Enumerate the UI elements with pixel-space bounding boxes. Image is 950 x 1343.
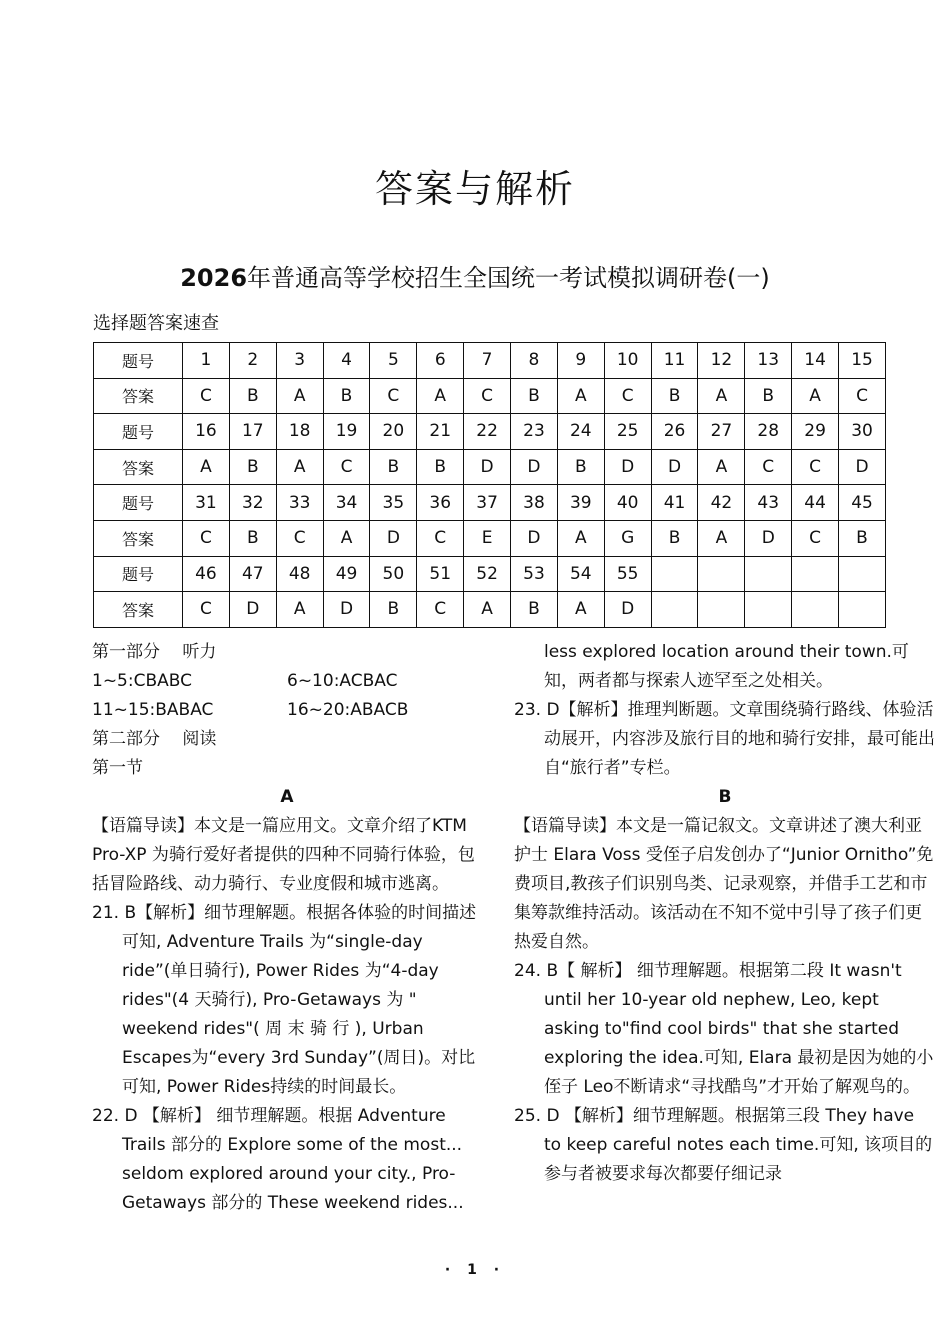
question-number-cell: 25 xyxy=(604,414,651,450)
answer-cell: C xyxy=(183,520,230,556)
answer-cell: B xyxy=(651,378,698,414)
question-number-cell: 5 xyxy=(370,343,417,379)
answer-cell: E xyxy=(464,520,511,556)
answer-cell: B xyxy=(323,378,370,414)
answer-cell: A xyxy=(323,520,370,556)
passage-b-heading: B xyxy=(718,787,732,807)
answer-cell: A xyxy=(276,449,323,485)
question-number-cell: 54 xyxy=(557,556,604,592)
question-number-cell xyxy=(651,556,698,592)
answer-22-continued: less explored location around their town.可知，两者都与探索人迹罕至之处相关。 xyxy=(544,642,909,691)
subtitle-year: 2026 xyxy=(180,264,248,292)
question-number-cell: 3 xyxy=(276,343,323,379)
answer-cell: A xyxy=(276,378,323,414)
answer-cell: B xyxy=(370,592,417,628)
answer-24-explanation: 24. B【 解析】 细节理解题。根据第二段 It wasn't until her 10-year old nephew, Leo, kept asking to"find cool birds" that she started exploring the idea.可知, Elara 最初是因为她的小侄子 Leo不断请求“寻找酷鸟”才开始了解观鸟的。 xyxy=(514,961,934,1097)
row-label-question: 题号 xyxy=(94,485,183,521)
question-number-cell: 39 xyxy=(557,485,604,521)
answer-cell: A xyxy=(557,520,604,556)
answer-cell: G xyxy=(604,520,651,556)
answer-row xyxy=(94,378,886,414)
answer-cell: B xyxy=(229,520,276,556)
answer-23-explanation: 23. D【解析】推理判断题。文章围绕骑行路线、体验活动展开，内容涉及旅行目的地和骑行安排，最可能出自“旅行者”专栏。 xyxy=(514,700,935,778)
question-number-cell: 47 xyxy=(229,556,276,592)
part1-heading: 第一部分 听力 xyxy=(92,642,217,662)
question-number-cell: 10 xyxy=(604,343,651,379)
question-number-cell: 2 xyxy=(229,343,276,379)
left-column xyxy=(92,638,482,1218)
question-number-cell: 26 xyxy=(651,414,698,450)
answer-cell: A xyxy=(557,378,604,414)
answer-cell: C xyxy=(792,449,839,485)
question-number-cell: 51 xyxy=(417,556,464,592)
answer-21-explanation: 21. B【解析】细节理解题。根据各体验的时间描述可知, Adventure Trails 为“single-day ride”(单日骑行), Power Rides 为“4-day rides"(4 天骑行), Pro-Getaways 为 " weekend rides"( 周 末 骑 行 ), Urban Escapes为“every 3rd Sunday”(周日)。对比可知, Power Rides持续的时间最长。 xyxy=(92,903,477,1097)
answer-cell: D xyxy=(839,449,886,485)
question-number-cell: 27 xyxy=(698,414,745,450)
question-number-cell: 46 xyxy=(183,556,230,592)
answer-cell xyxy=(745,592,792,628)
answer-cell: A xyxy=(698,378,745,414)
answer-cell: D xyxy=(511,449,558,485)
answer-25-explanation: 25. D 【解析】细节理解题。根据第三段 They have to keep careful notes each time.可知, 该项目的参与者被要求每次都要仔细记录 xyxy=(514,1106,933,1184)
question-number-cell: 34 xyxy=(323,485,370,521)
answer-cell: B xyxy=(557,449,604,485)
answer-cell: A xyxy=(417,378,464,414)
answer-row xyxy=(94,520,886,556)
question-number-cell: 55 xyxy=(604,556,651,592)
answer-cell xyxy=(651,592,698,628)
question-number-cell: 41 xyxy=(651,485,698,521)
row-label-answer: 答案 xyxy=(94,592,183,628)
question-number-cell: 9 xyxy=(557,343,604,379)
answer-cell: D xyxy=(464,449,511,485)
answer-cell: B xyxy=(511,592,558,628)
question-number-cell: 15 xyxy=(839,343,886,379)
question-number-cell: 14 xyxy=(792,343,839,379)
question-number-cell: 44 xyxy=(792,485,839,521)
right-column xyxy=(514,638,936,1189)
answer-cell: C xyxy=(745,449,792,485)
page-title: 答案与解析 xyxy=(374,167,575,211)
question-number-cell: 38 xyxy=(511,485,558,521)
listening-answers-6-10: 6~10:ACBAC xyxy=(287,671,398,691)
answer-cell: A xyxy=(183,449,230,485)
answer-22-explanation: 22. D 【解析】 细节理解题。根据 Adventure Trails 部分的 Explore some of the most... seldom explored around your city., Pro-Getaways 部分的 These weekend rides... xyxy=(92,1106,464,1213)
answer-row xyxy=(94,449,886,485)
section1-heading: 第一节 xyxy=(92,758,143,778)
question-number-cell: 42 xyxy=(698,485,745,521)
question-number-cell: 50 xyxy=(370,556,417,592)
question-number-cell: 40 xyxy=(604,485,651,521)
answer-cell: A xyxy=(276,592,323,628)
question-number-cell: 18 xyxy=(276,414,323,450)
answer-cell: A xyxy=(792,378,839,414)
answer-cell: C xyxy=(464,378,511,414)
answer-cell: B xyxy=(370,449,417,485)
question-number-cell: 8 xyxy=(511,343,558,379)
answer-cell: D xyxy=(604,449,651,485)
answer-cell: A xyxy=(464,592,511,628)
question-number-cell: 43 xyxy=(745,485,792,521)
page-number: · 1 · xyxy=(444,1262,506,1278)
question-number-cell: 53 xyxy=(511,556,558,592)
answer-cell: D xyxy=(604,592,651,628)
answer-cell: C xyxy=(276,520,323,556)
question-number-row xyxy=(94,343,886,379)
exam-subtitle xyxy=(0,258,950,293)
answer-cell: D xyxy=(745,520,792,556)
question-number-cell: 20 xyxy=(370,414,417,450)
answer-table xyxy=(93,342,886,628)
question-number-cell: 32 xyxy=(229,485,276,521)
answer-cell: B xyxy=(839,520,886,556)
answer-cell: C xyxy=(604,378,651,414)
answer-cell: D xyxy=(651,449,698,485)
question-number-cell: 21 xyxy=(417,414,464,450)
answer-cell: B xyxy=(229,378,276,414)
question-number-cell xyxy=(792,556,839,592)
answer-cell: C xyxy=(323,449,370,485)
question-number-cell: 48 xyxy=(276,556,323,592)
question-number-cell: 1 xyxy=(183,343,230,379)
answer-cell: A xyxy=(698,449,745,485)
listening-answers-16-20: 16~20:ABACB xyxy=(287,700,409,720)
row-label-answer: 答案 xyxy=(94,449,183,485)
question-number-row xyxy=(94,556,886,592)
answer-cell: C xyxy=(839,378,886,414)
quick-answer-label: 选择题答案速查 xyxy=(93,313,219,334)
question-number-cell: 17 xyxy=(229,414,276,450)
passage-a-guide: 【语篇导读】本文是一篇应用文。文章介绍了KTM Pro-XP 为骑行爱好者提供的四种不同骑行体验，包括冒险路线、动力骑行、专业度假和城市逃离。 xyxy=(92,816,475,894)
passage-b-guide: 【语篇导读】本文是一篇记叙文。文章讲述了澳大利亚护士 Elara Voss 受侄子启发创办了“Junior Ornitho”免费项目,教孩子们识别鸟类、记录观察，并借手工艺和市集筹款维持活动。该活动在不知不觉中引导了孩子们更热爱自然。 xyxy=(514,816,934,952)
answer-cell: C xyxy=(370,378,417,414)
answer-cell: C xyxy=(792,520,839,556)
question-number-cell: 49 xyxy=(323,556,370,592)
answer-cell: B xyxy=(651,520,698,556)
question-number-cell: 30 xyxy=(839,414,886,450)
question-number-cell: 4 xyxy=(323,343,370,379)
answer-cell: D xyxy=(229,592,276,628)
question-number-cell: 19 xyxy=(323,414,370,450)
listening-row-1 xyxy=(92,667,482,696)
answer-cell: C xyxy=(417,592,464,628)
answer-cell xyxy=(839,592,886,628)
answer-cell: B xyxy=(511,378,558,414)
answer-cell: D xyxy=(511,520,558,556)
question-number-cell xyxy=(698,556,745,592)
answer-cell: B xyxy=(229,449,276,485)
answer-cell: A xyxy=(557,592,604,628)
question-number-row xyxy=(94,485,886,521)
passage-a-heading: A xyxy=(280,787,294,807)
question-number-cell: 33 xyxy=(276,485,323,521)
row-label-answer: 答案 xyxy=(94,520,183,556)
question-number-cell: 28 xyxy=(745,414,792,450)
answer-cell: A xyxy=(698,520,745,556)
question-number-cell: 22 xyxy=(464,414,511,450)
question-number-cell xyxy=(839,556,886,592)
question-number-cell: 37 xyxy=(464,485,511,521)
question-number-cell: 11 xyxy=(651,343,698,379)
question-number-row xyxy=(94,414,886,450)
part2-heading: 第二部分 阅读 xyxy=(92,729,217,749)
question-number-cell: 29 xyxy=(792,414,839,450)
answer-cell: D xyxy=(323,592,370,628)
question-number-cell: 24 xyxy=(557,414,604,450)
answer-cell: C xyxy=(183,378,230,414)
answer-cell: B xyxy=(745,378,792,414)
row-label-answer: 答案 xyxy=(94,378,183,414)
question-number-cell: 7 xyxy=(464,343,511,379)
answer-cell xyxy=(792,592,839,628)
listening-row-2 xyxy=(92,696,482,725)
question-number-cell: 6 xyxy=(417,343,464,379)
row-label-question: 题号 xyxy=(94,343,183,379)
question-number-cell: 36 xyxy=(417,485,464,521)
listening-answers-11-15: 11~15:BABAC xyxy=(92,700,214,720)
answer-cell: C xyxy=(183,592,230,628)
question-number-cell: 16 xyxy=(183,414,230,450)
answer-cell: D xyxy=(370,520,417,556)
row-label-question: 题号 xyxy=(94,556,183,592)
question-number-cell: 52 xyxy=(464,556,511,592)
answer-row xyxy=(94,592,886,628)
question-number-cell: 13 xyxy=(745,343,792,379)
question-number-cell: 45 xyxy=(839,485,886,521)
question-number-cell: 35 xyxy=(370,485,417,521)
listening-answers-1-5: 1~5:CBABC xyxy=(92,671,192,691)
question-number-cell xyxy=(745,556,792,592)
answer-cell xyxy=(698,592,745,628)
question-number-cell: 31 xyxy=(183,485,230,521)
answer-cell: C xyxy=(417,520,464,556)
question-number-cell: 23 xyxy=(511,414,558,450)
question-number-cell: 12 xyxy=(698,343,745,379)
subtitle-text: 年普通高等学校招生全国统一考试模拟调研卷(一) xyxy=(247,264,770,292)
answer-cell: B xyxy=(417,449,464,485)
row-label-question: 题号 xyxy=(94,414,183,450)
